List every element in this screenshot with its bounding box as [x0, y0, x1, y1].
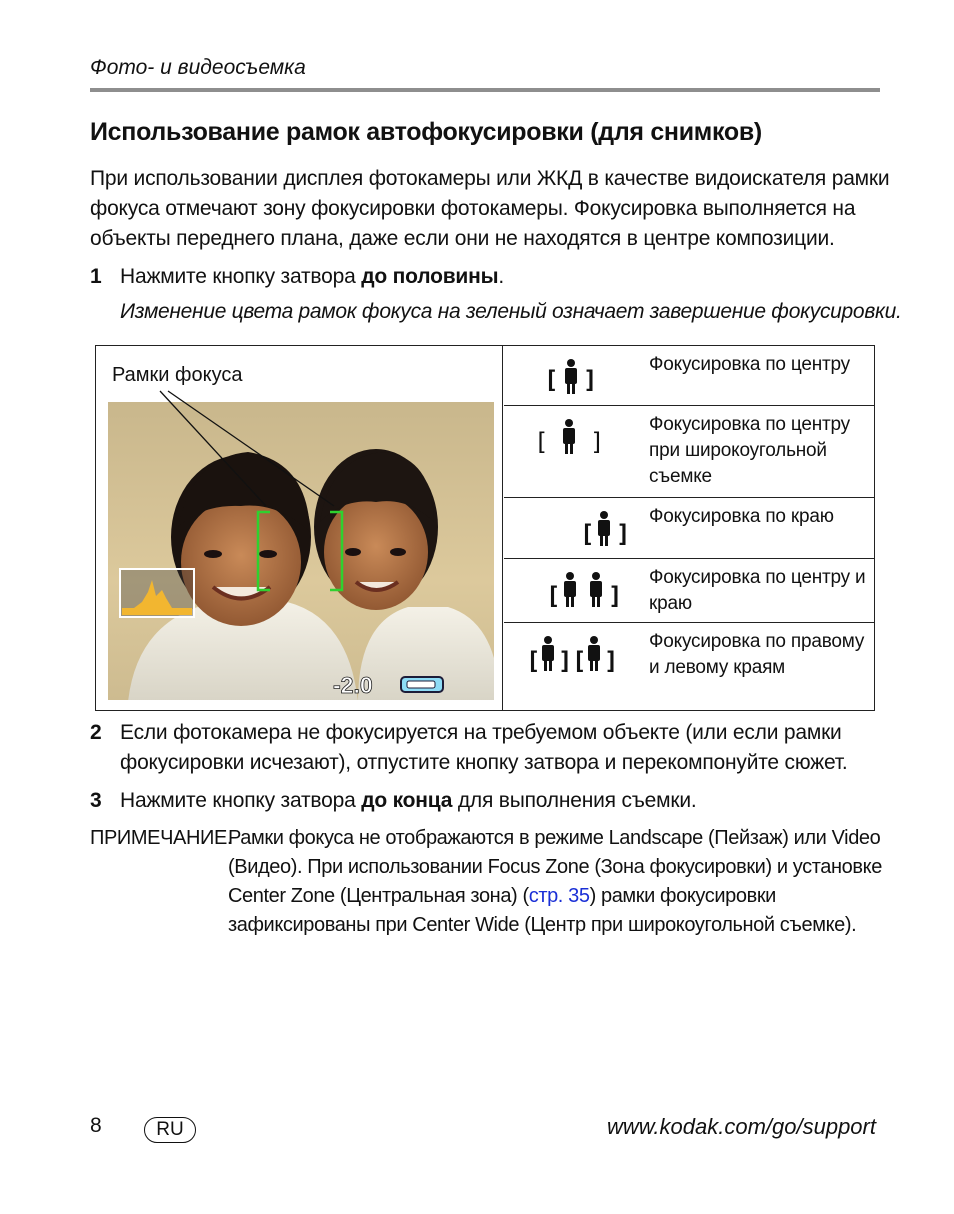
- page-title: Использование рамок автофокусировки (для снимков): [90, 118, 762, 146]
- row-label: Фокусировка по краю: [649, 506, 834, 527]
- svg-text:[: [: [526, 647, 541, 675]
- note-head: ПРИМЕЧАНИЕ.: [90, 827, 233, 849]
- support-url[interactable]: www.kodak.com/go/support: [606, 1114, 876, 1139]
- center-side-focus-icon: [504, 559, 644, 622]
- left-right-focus-icon: [504, 623, 644, 711]
- svg-text:[: [: [534, 428, 549, 456]
- side-focus-icon: [504, 498, 644, 558]
- row-label: Фокусировка по центру при широкоугольной съемке: [649, 414, 850, 487]
- svg-text:]: ]: [583, 366, 598, 394]
- center-focus-icon: [504, 346, 644, 405]
- step-text: Нажмите кнопку затвора до конца для выполнения съемки.: [120, 789, 697, 812]
- svg-text:]: ]: [608, 582, 623, 610]
- svg-text:]: ]: [604, 647, 619, 675]
- focus-frames-table: [95, 345, 875, 711]
- step-number: 2: [90, 721, 102, 744]
- language-badge: RU: [144, 1117, 196, 1143]
- svg-text:]: ]: [616, 520, 631, 548]
- note-body: Рамки фокуса не отображаются в режиме Landscape (Пейзаж) или Video (Видео). При использовании Focus Zone (Зона фокусировки) и установке Center Zone (Центральная зона) (стр. 35) рамки фокусировки зафиксированы при Center Wide (Центр при широкоугольной съемке).: [228, 827, 882, 936]
- section-header: Фото- и видеосъемка: [90, 56, 306, 79]
- table-row: [504, 498, 874, 559]
- step-number: 1: [90, 265, 102, 288]
- step-number: 3: [90, 789, 102, 812]
- svg-text:[: [: [544, 366, 559, 394]
- table-row: [504, 623, 874, 711]
- svg-text:[: [: [580, 520, 595, 548]
- page-link[interactable]: стр. 35: [528, 885, 590, 907]
- table-row: [504, 346, 874, 406]
- ev-readout: -2.0: [333, 672, 373, 698]
- svg-text:]: ]: [558, 647, 573, 675]
- svg-text:[: [: [546, 582, 561, 610]
- header-rule: [90, 88, 880, 92]
- svg-text:[: [: [572, 647, 587, 675]
- table-row: [504, 559, 874, 623]
- row-label: Фокусировка по центру и краю: [649, 567, 866, 614]
- intro-paragraph: При использовании дисплея фотокамеры или ЖКД в качестве видоискателя рамки фокуса отмечают зону фокусировки фотокамеры. Фокусировка выполняется на объекты переднего плана, даже если они не находятся в центре композиции.: [90, 167, 890, 250]
- table-row: [504, 406, 874, 498]
- row-label: Фокусировка по центру: [649, 354, 850, 375]
- step-1-note: Изменение цвета рамок фокуса на зеленый означает завершение фокусировки.: [120, 300, 902, 323]
- label-pointer-lines: [96, 346, 503, 712]
- page-number: 8: [90, 1114, 102, 1137]
- svg-text:]: ]: [590, 428, 605, 456]
- frames-label: Рамки фокуса: [112, 364, 243, 386]
- photo-cell: [96, 346, 503, 710]
- center-wide-focus-icon: [504, 406, 644, 497]
- row-label: Фокусировка по правому и левому краям: [649, 631, 865, 678]
- step-text: Если фотокамера не фокусируется на требуемом объекте (или если рамки фокусировки исчезают), отпустите кнопку затвора и перекомпонуйте сюжет.: [120, 721, 848, 774]
- step-text: Нажмите кнопку затвора до половины.: [120, 265, 504, 288]
